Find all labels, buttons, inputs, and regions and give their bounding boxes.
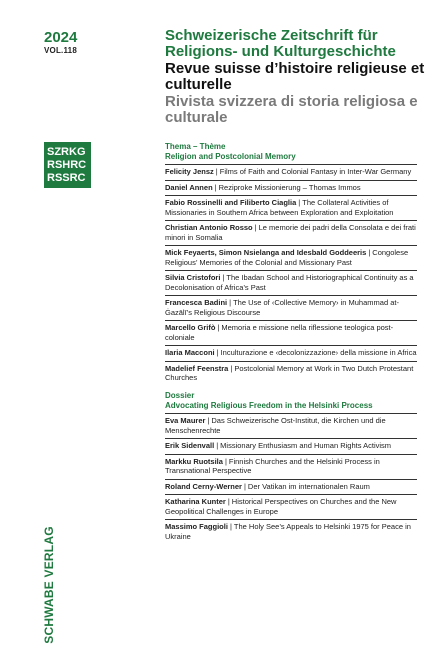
- entry-title: Missionary Enthusiasm and Human Rights Activism: [220, 441, 392, 450]
- logo-line: SZRKG: [47, 146, 86, 158]
- entry-author: Erik Sidenvall: [165, 441, 215, 450]
- title-german: Schweizerische Zeitschrift für Religions- und Kulturgeschichte: [165, 27, 396, 60]
- entry-separator: |: [368, 248, 371, 257]
- entry-separator: |: [298, 198, 301, 207]
- entry-title: The Collateral Activities of Missionaries in Southern Africa between Exploration and Exploitation: [165, 198, 394, 217]
- entry-title: Le memorie dei padri della Consolata e dei frati minori in Somalia: [165, 223, 416, 242]
- entry-title: Inculturazione e ‹decolonizzazione› della missione in Africa: [220, 348, 417, 357]
- entry-separator: |: [229, 298, 232, 307]
- entry-title: The Ibadan School and Historiographical Continuity as a Decolonisation of Africa’s Past: [165, 273, 414, 292]
- entry-separator: |: [207, 416, 210, 425]
- toc-entry: [165, 195, 417, 220]
- entry-title: Historical Perspectives on Churches and the New Geopolitical Challenges in Europe: [165, 497, 397, 516]
- entry-separator: |: [254, 223, 257, 232]
- entry-title: Das Schweizerische Ost-Institut, die Kirchen und die Menschenrechte: [165, 416, 386, 435]
- entry-author: Daniel Annen: [165, 182, 213, 192]
- entry-separator: |: [222, 273, 225, 282]
- entry-separator: |: [217, 323, 220, 332]
- entry-separator: |: [214, 182, 217, 192]
- entry-title: Postcolonial Memory at Work in Two Dutch Protestant Churches: [165, 363, 414, 382]
- theme-heading: Thema – Thème: [165, 142, 226, 151]
- entry-title: Reziproke Missionierung – Thomas Immos: [218, 182, 361, 192]
- entry-separator: |: [243, 481, 246, 491]
- dossier-entries: [165, 413, 417, 544]
- toc-entry: [165, 245, 417, 270]
- entry-author: Francesca Badini: [165, 298, 228, 307]
- toc-entry: [165, 320, 417, 345]
- toc-entry: [165, 519, 417, 544]
- toc-entry: [165, 220, 417, 245]
- title-italian: Rivista svizzera di storia religiosa e culturale: [165, 93, 418, 126]
- entry-title: Films of Faith and Colonial Fantasy in Inter-War Germany: [219, 167, 412, 176]
- logo-line: RSSRC: [47, 172, 86, 184]
- entry-separator: |: [230, 363, 233, 373]
- entry-separator: |: [229, 522, 232, 531]
- toc-entry: [165, 479, 417, 495]
- publisher-imprint: [42, 526, 56, 644]
- entry-author: Silvia Cristofori: [165, 273, 221, 282]
- entry-title: Finnish Churches and the Helsinki Process in Transnational Perspective: [165, 456, 380, 475]
- journal-logo: [44, 142, 91, 188]
- entry-author: Madelief Feenstra: [165, 363, 229, 373]
- entry-title: Congolese Religious’ Memories of the Colonial and Missionary Past: [165, 248, 409, 267]
- entry-title: The Use of ‹Collective Memory› in Muhammad at-Ġazālī’s Religious Discourse: [165, 298, 399, 317]
- toc-entry: [165, 180, 417, 196]
- entry-title: The Holy See’s Appeals to Helsinki 1975 for Peace in Ukraine: [165, 522, 411, 541]
- toc-entry: [165, 295, 417, 320]
- entry-author: Christian Antonio Rosso: [165, 223, 253, 232]
- toc-entry: [165, 361, 417, 386]
- dossier-subheading: Advocating Religious Freedom in the Helsinki Process: [165, 401, 373, 410]
- issue-volume: VOL.118: [44, 46, 77, 55]
- entry-author: Mick Feyaerts, Simon Nsielanga and Idesbald Goddeeris: [165, 248, 367, 257]
- toc-entry: [165, 494, 417, 519]
- toc-entry: [165, 413, 417, 438]
- issue-year: 2024: [44, 29, 78, 46]
- entry-author: Marcello Grifò: [165, 323, 216, 332]
- theme-entries: [165, 164, 417, 386]
- theme-subheading: Religion and Postcolonial Memory: [165, 152, 296, 161]
- publisher-name: SCHWABE VERLAG: [42, 526, 56, 644]
- entry-author: Ilaria Macconi: [165, 348, 215, 357]
- entry-author: Roland Cerny-Werner: [165, 481, 242, 491]
- toc-entry: [165, 270, 417, 295]
- entry-author: Markku Ruotsila: [165, 456, 223, 466]
- title-french: Revue suisse d’histoire religieuse et culturelle: [165, 60, 425, 93]
- entry-title: Memoria e missione nella riflessione teologica post-coloniale: [165, 323, 394, 342]
- toc-entry: [165, 164, 417, 180]
- entry-author: Felicity Jensz: [165, 167, 214, 176]
- entry-separator: |: [227, 497, 230, 506]
- entry-separator: |: [216, 441, 219, 450]
- entry-separator: |: [224, 456, 227, 466]
- entry-separator: |: [216, 348, 219, 357]
- dossier-heading: Dossier: [165, 391, 195, 400]
- entry-title: Der Vatikan im internationalen Raum: [247, 481, 370, 491]
- toc-entry: [165, 345, 417, 361]
- entry-author: Eva Maurer: [165, 416, 206, 425]
- toc-entry: [165, 438, 417, 454]
- logo-line: RSHRC: [47, 159, 87, 171]
- entry-author: Massimo Faggioli: [165, 522, 228, 531]
- toc-entry: [165, 454, 417, 479]
- entry-separator: |: [215, 167, 218, 176]
- entry-author: Katharina Kunter: [165, 497, 226, 506]
- entry-author: Fabio Rossinelli and Filiberto Ciaglia: [165, 198, 297, 207]
